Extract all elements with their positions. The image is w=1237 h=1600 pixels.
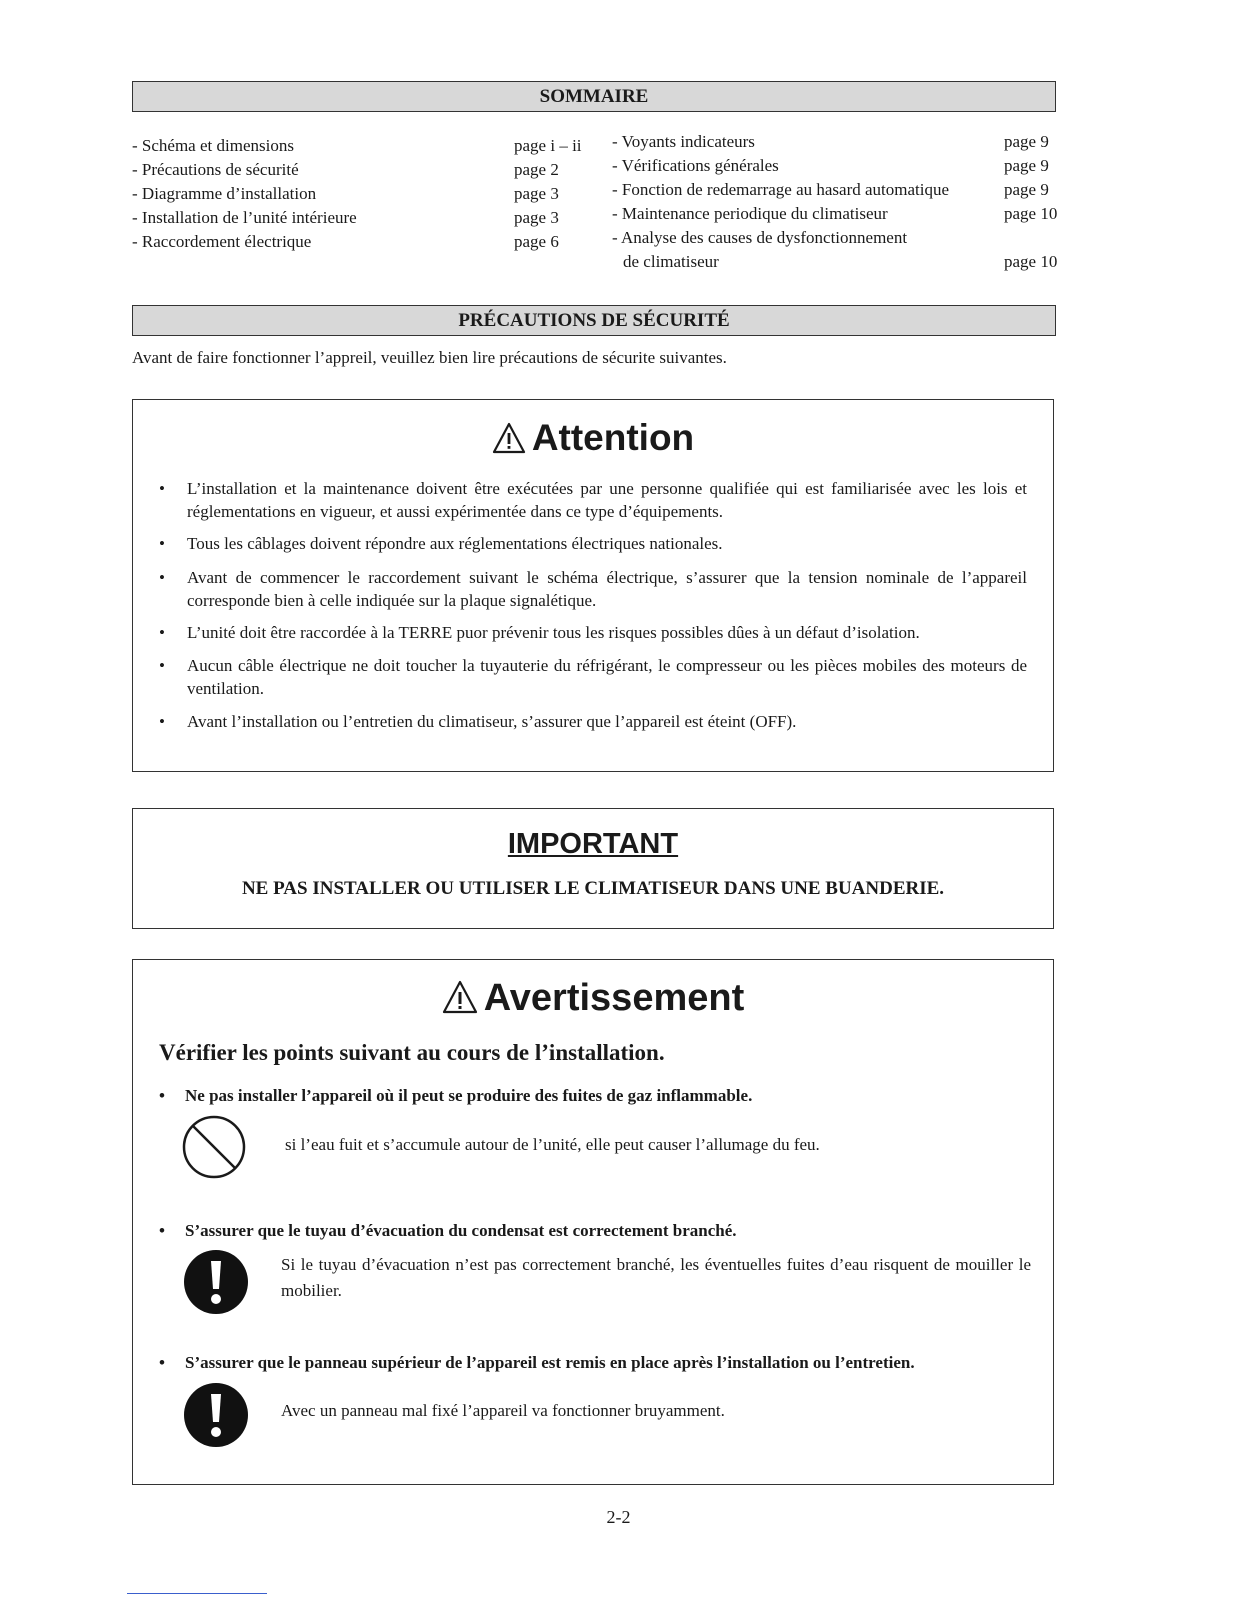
prohibition-icon <box>181 1114 247 1180</box>
bullet-dot: • <box>159 1086 165 1105</box>
contents-heading: SOMMAIRE <box>132 81 1056 112</box>
toc-label: - Maintenance periodique du climatiseur <box>612 204 888 223</box>
important-box <box>132 808 1054 929</box>
attention-bullet <box>159 566 1027 612</box>
attention-title-text: Attention <box>531 417 695 458</box>
toc-page: page 10 <box>1004 204 1058 223</box>
toc-label: - Vérifications générales <box>612 156 779 175</box>
bullet-dot: • <box>159 712 165 731</box>
toc-page: page 2 <box>514 160 559 179</box>
toc-label: - Analyse des causes de dysfonctionnement <box>612 228 908 247</box>
toc-label: - Raccordement électrique <box>132 232 312 251</box>
toc-label: - Voyants indicateurs <box>612 132 755 151</box>
warning-triangle-icon <box>492 422 526 454</box>
avertissement-item-text: si l’eau fuit et s’accumule autour de l’unité, elle peut causer l’allumage du feu. <box>285 1135 820 1154</box>
attention-title <box>133 417 1053 459</box>
avertissement-title <box>133 977 1053 1020</box>
bullet-dot: • <box>159 623 165 642</box>
important-text: NE PAS INSTALLER OU UTILISER LE CLIMATISEUR DANS UNE BUANDERIE. <box>241 878 945 899</box>
avertissement-item-text: Si le tuyau d’évacuation n’est pas correctement branché, les éventuelles fuites d’eau risquent de mouiller le mobilier. <box>281 1255 1031 1300</box>
bullet-dot: • <box>159 1353 165 1372</box>
toc-label: de climatiseur <box>623 252 719 271</box>
toc-item <box>132 232 311 252</box>
bullet-text: L’installation et la maintenance doivent être exécutées par une personne qualifiée qui est familiarisée avec les lois et réglementations en vigueur, et aussi expérimentée dans ce type d’équipements. <box>187 479 1027 521</box>
bullet-text: Avant de commencer le raccordement suivant le schéma électrique, s’assurer que la tension nominale de l’appareil corresponde bien à celle indiquée sur la plaque signalétique. <box>187 568 1027 610</box>
attention-bullet <box>159 654 1027 700</box>
avertissement-item-text: Avec un panneau mal fixé l’appareil va fonctionner bruyamment. <box>281 1401 725 1420</box>
toc-page: page 9 <box>1004 156 1049 175</box>
toc-page: page 10 <box>1004 252 1058 271</box>
avertissement-title-text: Avertissement <box>483 977 745 1019</box>
avertissement-box <box>132 959 1054 1485</box>
toc-item <box>132 184 316 204</box>
avertissement-item-heading <box>159 1353 915 1373</box>
avertissement-item-heading <box>159 1221 737 1241</box>
toc-label: - Installation de l’unité intérieure <box>132 208 357 227</box>
toc-item <box>132 160 299 180</box>
bullet-text: Avant l’installation ou l’entretien du climatiseur, s’assurer que l’appareil est éteint (OFF). <box>187 712 797 731</box>
toc-page: page i – ii <box>514 136 582 155</box>
attention-bullet <box>159 621 1027 644</box>
safety-heading: PRÉCAUTIONS DE SÉCURITÉ <box>132 305 1056 336</box>
attention-box <box>132 399 1054 772</box>
toc-label: - Diagramme d’installation <box>132 184 317 203</box>
toc-label: - Précautions de sécurité <box>132 160 299 179</box>
warning-triangle-icon <box>442 980 478 1014</box>
footer-rule <box>127 1593 267 1594</box>
toc-page: page 3 <box>514 208 559 227</box>
attention-bullet <box>159 532 1027 555</box>
toc-item <box>132 208 357 228</box>
bullet-dot: • <box>159 568 165 587</box>
toc-page: page 6 <box>514 232 559 251</box>
toc-item <box>132 136 294 156</box>
item-heading-text: Ne pas installer l’appareil où il peut se produire des fuites de gaz inflammable. <box>185 1086 753 1105</box>
safety-intro: Avant de faire fonctionner l’appreil, veuillez bien lire précautions de sécurite suivantes. <box>132 348 727 367</box>
item-heading-text: S’assurer que le panneau supérieur de l’appareil est remis en place après l’installation ou l’entretien. <box>185 1353 915 1372</box>
bullet-dot: • <box>159 656 165 675</box>
toc-page: page 9 <box>1004 132 1049 151</box>
mandatory-exclamation-icon <box>183 1382 249 1448</box>
avertissement-subtitle: Vérifier les points suivant au cours de l’installation. <box>159 1040 665 1065</box>
item-heading-text: S’assurer que le tuyau d’évacuation du condensat est correctement branché. <box>185 1221 737 1240</box>
important-title: IMPORTANT <box>507 828 679 860</box>
avertissement-item-heading <box>159 1086 752 1106</box>
mandatory-exclamation-icon <box>183 1249 249 1315</box>
bullet-dot: • <box>159 1221 165 1240</box>
bullet-text: Aucun câble électrique ne doit toucher la tuyauterie du réfrigérant, le compresseur ou les pièces mobiles des moteurs de ventilation. <box>187 656 1027 698</box>
bullet-dot: • <box>159 479 165 498</box>
bullet-dot: • <box>159 534 165 553</box>
page-number: 2-2 <box>606 1507 631 1527</box>
toc-label: - Fonction de redemarrage au hasard automatique <box>612 180 950 199</box>
toc-label: - Schéma et dimensions <box>132 136 294 155</box>
toc-page: page 3 <box>514 184 559 203</box>
toc-page: page 9 <box>1004 180 1049 199</box>
attention-bullet <box>159 710 1027 733</box>
bullet-text: Tous les câblages doivent répondre aux réglementations électriques nationales. <box>187 534 723 553</box>
attention-bullet <box>159 477 1027 523</box>
bullet-text: L’unité doit être raccordée à la TERRE puor prévenir tous les risques possibles dûes à un défaut d’isolation. <box>187 623 920 642</box>
